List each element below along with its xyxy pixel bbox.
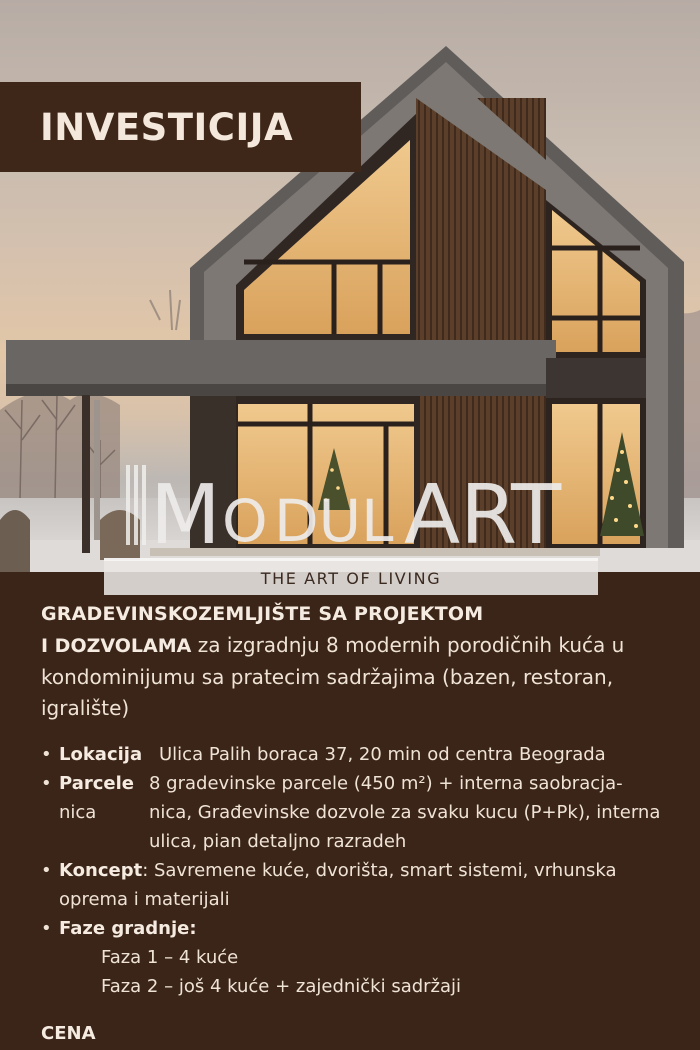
intro-bold-line1: GRADEVINSKOZEMLJIŠTE SA PROJEKTOM xyxy=(41,603,484,625)
logo-letters-art: ART xyxy=(404,468,562,550)
phase-1: Faza 1 – 4 kuće xyxy=(101,947,239,968)
intro-bold-line2: I DOZVOLAMA xyxy=(41,635,192,657)
list-item-koncept xyxy=(41,856,662,914)
price-label: CENA xyxy=(41,1023,96,1044)
logo-wordmark xyxy=(104,455,598,550)
logo-letter-o: O xyxy=(222,487,268,550)
koncept-value: : Savremene kuće, dvorišta, smart sistemi, vrhunska oprema i materijali xyxy=(59,860,617,910)
logo-letters-dul: DUL xyxy=(274,487,394,550)
list-item-lokacija xyxy=(41,740,662,769)
koncept-label: Koncept xyxy=(59,860,143,881)
lokacija-label: • Lokacija xyxy=(59,744,143,765)
faze-label: Faze gradnje: xyxy=(59,918,197,939)
canopy xyxy=(6,340,556,390)
phase-2: Faza 2 – još 4 kuće + zajednički sadržaji xyxy=(101,976,462,997)
logo-tagline: THE ART OF LIVING xyxy=(260,568,442,588)
feature-list xyxy=(41,740,662,1001)
list-item-faze xyxy=(41,914,662,1001)
description-section xyxy=(0,590,700,1050)
banner-title: INVESTICIJA xyxy=(40,105,294,149)
logo-letter-m: M xyxy=(150,468,221,550)
parcele-label: Parcele xyxy=(59,773,134,794)
lokacija-value: Ulica Palih boraca 37, 20 min od centra Beograda xyxy=(159,744,606,765)
parcele-value: 8 gradevinske parcele (450 m²) + interna saobracja-nica, Građevinske dozvole za svaku kucu (P+Pk), interna ulica, pian detaljno razradeh xyxy=(149,773,661,852)
intro-paragraph xyxy=(41,598,662,724)
intro-text: za izgradnju 8 modernih porodičnih kuća u kondominijumu sa pratecim sadržajima (bazen, restoran, igralište) xyxy=(41,633,625,720)
list-item-parcele xyxy=(41,769,662,856)
brand-logo xyxy=(104,455,598,595)
parcele-label-cont: nica xyxy=(59,802,97,823)
title-banner xyxy=(0,82,361,172)
